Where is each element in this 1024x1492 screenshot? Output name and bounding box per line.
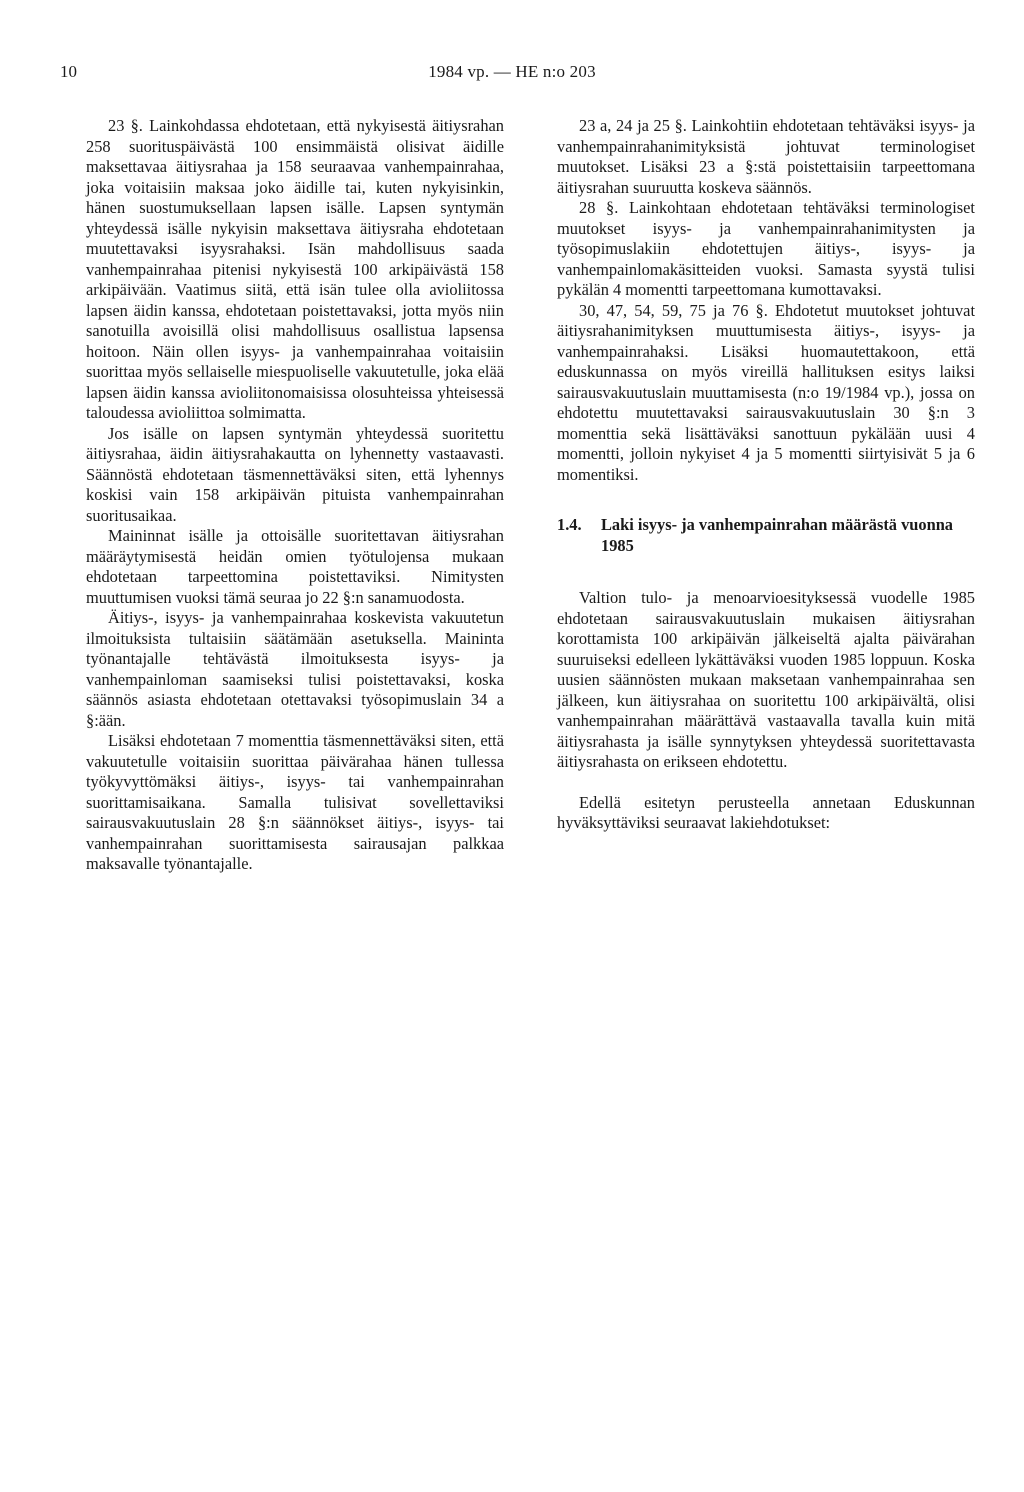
paragraph-moment-7: Lisäksi ehdotetaan 7 momenttia täsmennettäväksi siten, että vakuutetulle voitaisiin suorittaa päivärahaa hänen tullessa työkyvyttömäksi äitiys-, isyys- tai vanhempainrahan suorittamisaikana. Samalla tulisivat sovellettaviksi sairausvakuutuslain 28 §:n säännökset äitiys-, isyys- tai vanhempainrahan suorittamisesta sairausajan palkkaa maksavalle työnantajalle. (86, 731, 504, 873)
running-title: 1984 vp. — HE n:o 203 (428, 62, 596, 81)
page-number: 10 (60, 62, 77, 81)
left-column (86, 116, 504, 875)
paragraph-section-28: 28 §. Lainkohtaan ehdotetaan tehtäväksi terminologiset muutokset isyys- ja vanhempainrahanimitysten ja työsopimuslakiin ehdotettujen äitiys-, isyys- ja vanhempainlomakäsitteiden vuoksi. Samasta syystä tulisi pykälän 4 momentti tarpeettomana kumottavaksi. (557, 198, 975, 299)
paragraph-closing: Edellä esitetyn perusteella annetaan Eduskunnan hyväksyttäviksi seuraavat lakiehdotukset: (557, 792, 975, 832)
paragraph-notifications: Äitiys-, isyys- ja vanhempainrahaa koskevista vakuutetun ilmoituksista tultaisiin säätämään asetuksella. Maininta työnantajalle tehtävästä ilmoituksesta isyys- ja vanhempainloman saamiseksi tulisi poistettavaksi, koska säännös asiasta ehdotetaan otettavaksi työsopimuslain 34 a §:ään. (86, 608, 504, 730)
paragraph-section-23: 23 §. Lainkohdassa ehdotetaan, että nykyisestä äitiysrahan 258 suorituspäivästä 100 ensimmäistä olisivat äidille maksettavaa äitiysrahaa ja 158 seuraavaa vanhempainrahaa, joka voitaisiin maksaa joko äidille tai, kuten nykyisinkin, hänen suostumuksellaan lapsen isälle. Lapsen syntymän yhteydessä isälle nykyisin maksettava äitiysraha ehdotetaan muutettavaksi isyysrahaksi. Isän mahdollisuus saada vanhempainrahaa pitenisi nykyisestä 100 arkipäivästä 158 arkipäivään. Vaatimus siitä, että isän tulee olla avioliitossa lapsen äidin kanssa, ehdotetaan poistettavaksi, jotta myös niin sanotuilla avoisillä olisi mahdollisuus osallistua lapsensa hoitoon. Näin ollen isyys- ja vanhempainrahaa voitaisiin suorittaa myös sellaiselle miespuoliselle vakuutetulle, joka elää lapsen äidin kanssa avioliitonomaisissa olosuhteissa yhteisessä taloudessa avioliittoa solmimatta. (86, 116, 504, 422)
right-column (557, 116, 975, 834)
section-number: 1.4. (557, 515, 582, 534)
paragraph-sections-30-76: 30, 47, 54, 59, 75 ja 76 §. Ehdotetut muutokset johtuvat äitiysrahanimityksen muuttumisesta äitiys-, isyys- ja vanhempainrahaksi. Lisäksi huomautettakoon, että eduskunnassa on myös vireillä hallituksen esitys laiksi sairausvakuutuslain muuttamisesta (n:o 19/1984 vp.), jossa on ehdotettu muutettavaksi sairausvakuutuslain 30 §:n 3 momenttia sekä lisättäväksi sanottuun pykälään uusi 4 momentti, jolloin nykyiset 4 ja 5 momentti siirtyisivät 5 ja 6 momentiksi. (557, 300, 975, 484)
paragraph-removed-mentions: Maininnat isälle ja ottoisälle suoritettavan äitiysrahan määräytymisestä heidän omien työtulojensa mukaan ehdotetaan tarpeettomina poistettaviksi. Nimitysten muuttumisen vuoksi tämä seuraa jo 22 §:n sanamuodosta. (86, 526, 504, 607)
paragraph-section-1-4: Valtion tulo- ja menoarvioesityksessä vuodelle 1985 ehdotetaan sairausvakuutuslain mukaisen äitiysrahan korottamista 100 arkipäivän jälkeiseltä ajalta päivärahan suuruiseksi edelleen lykättäväksi vuoden 1985 loppuun. Koska uusien säännösten mukaan maksetaan vanhempainrahaa sen jälkeen, kun äitiysrahaa on suoritettu 100 arkipäivältä, olisi vanhempainrahan määrättävä vastaavalla tavalla kuin mitä äitiysrahasta ja isälle synnytyksen yhteydessä suoritettavasta äitiysrahasta on erikseen ehdotettu. (557, 588, 975, 771)
section-heading (557, 515, 975, 556)
paragraph-sections-23a-25: 23 a, 24 ja 25 §. Lainkohtiin ehdotetaan tehtäväksi isyys- ja vanhempainrahanimityksistä johtuvat terminologiset muutokset. Lisäksi 23 a §:stä poistettaisiin tarpeettomana äitiysrahan suuruutta koskeva säännös. (557, 116, 975, 197)
page-header (0, 62, 1024, 86)
section-title: Laki isyys- ja vanhempainrahan määrästä vuonna 1985 (601, 515, 954, 555)
paragraph-shortening: Jos isälle on lapsen syntymän yhteydessä suoritettu äitiysrahaa, äidin äitiysrahakautta on lyhennetty vastaavasti. Säännöstä ehdotetaan täsmennettäväksi siten, että lyhennys koskisi vain 158 arkipäivän pituista vanhempainrahan suoritusaikaa. (86, 423, 504, 525)
